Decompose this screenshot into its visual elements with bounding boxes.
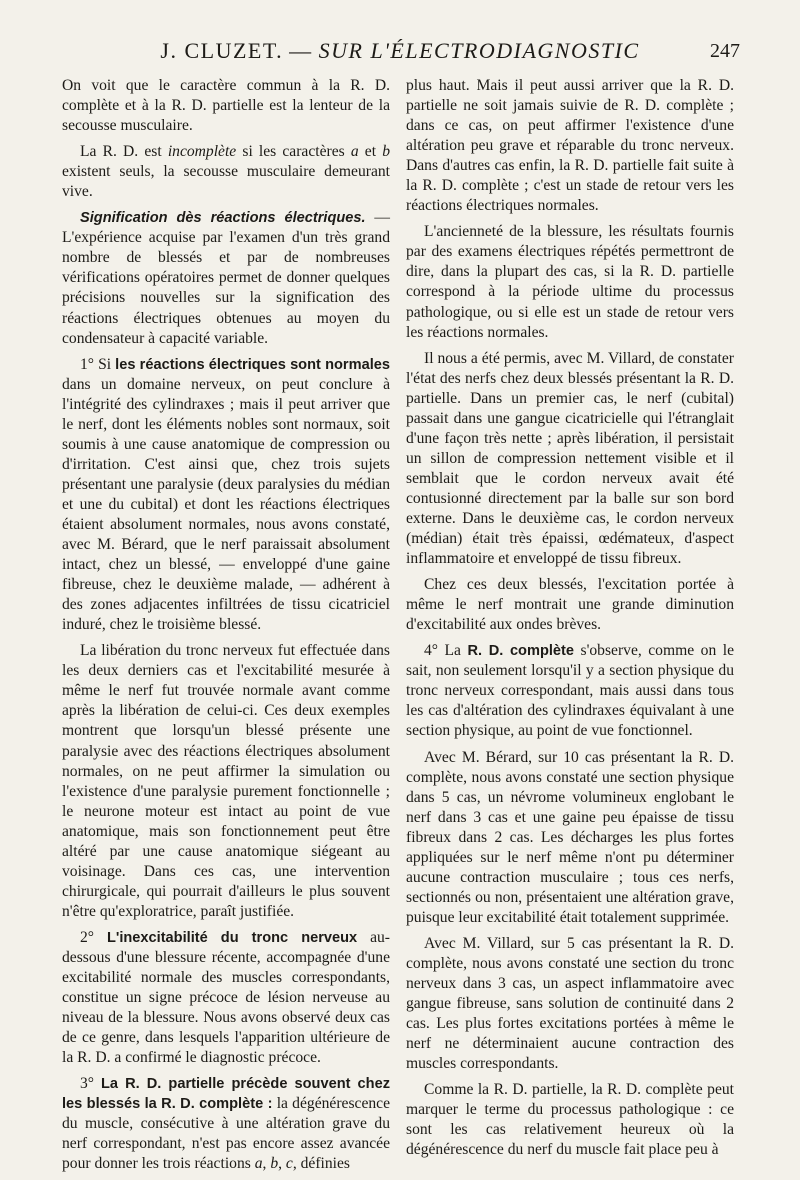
bold-term: La R. D. partielle précède souvent chez les blessés la R. D. complète : bbox=[62, 1076, 390, 1113]
paragraph: 2° L'inexcitabilité du tronc nerveux au-dessous d'une blessure récente, accompagnée d'une excitabilité normale des muscles correspondants, constitue un signe précoce de lésion nerveuse au niveau de la blessure. Nous avons observé deux cas de ce genre, dans lesquels l'apparition ultérieure de la R. D. a confirmé le diagnostic précoce. bbox=[62, 928, 390, 1067]
left-column bbox=[62, 76, 390, 1180]
bold-term: les réactions électriques sont normales bbox=[115, 356, 390, 373]
section-paragraph: Signification dès réactions électriques. — L'expérience acquise par l'examen d'un très grand nombre de blessés et par de nombreuses vérifications opératoires permet de donner quelques précisions nouvelles sur la signification des réactions électriques obtenues au moyen du condensateur à capacité variable. bbox=[62, 209, 390, 347]
paragraph: La libération du tronc nerveux fut effectuée dans les deux derniers cas et l'excitabilité mesurée à même le nerf fut trouvée normale avant comme après la libération de celui-ci. Ces deux exemples montrent que lorsqu'un blessé présente une paralysie avec des réactions électriques absolument normales, on ne peut affirmer la simulation ou l'existence d'une paralysie purement fonctionnelle ; le neurone moteur est intact au point de vue anatomique, mais son fonctionnement peut être altéré par une cause anatomique siégeant au voisinage. Dans ces cas, une intervention chirurgicale, qui pourrait d'ailleurs le plus souvent n'être qu'exploratrice, paraît justifiée. bbox=[62, 642, 390, 920]
paragraph: Chez ces deux blessés, l'excitation portée à même le nerf montrait une grande diminution d'excitabilité aux ondes brèves. bbox=[406, 576, 734, 634]
paragraph: Il nous a été permis, avec M. Villard, de constater l'état des nerfs chez deux blessés présentant la R. D. partielle. Dans un premier cas, le nerf (cubital) passait dans une gangue cicatricielle qui l'étranglait d'une façon très nette ; après libération, il persistait un sillon de compression nettement visible et il semblait que le cordon nerveux avait été contusionné directement par la balle sur son bord externe. Dans le deuxième cas, le cordon nerveux (médian) était très épaissi, œdémateux, d'aspect inflammatoire et enveloppé de tissu fibreux. bbox=[406, 349, 734, 568]
paragraph: On voit que le caractère commun à la R. D. complète et à la R. D. partielle est la lenteur de la secousse musculaire. bbox=[62, 77, 390, 135]
right-column bbox=[406, 76, 734, 1166]
bold-term: L'inexcitabilité du tronc nerveux bbox=[106, 929, 358, 946]
paragraph: Avec M. Bérard, sur 10 cas présentant la R. D. complète, nous avons constaté une section physique dans 5 cas, un névrome volumineux englobant le nerf dans 3 cas et une gaine peu épaisse de tissu fibreux dans 2 cas. Les décharges les plus fortes appliquées sur le nerf même n'ont pu déterminer aucune contraction musculaire ; tous ces nerfs, sectionnés ou non, présentaient une altération grave, puisque leur excitabilité était totalement supprimée. bbox=[406, 748, 734, 926]
paragraph: L'ancienneté de la blessure, les résultats fournis par des examens électriques répétés permettront de dire, dans la plupart des cas, si la R. D. partielle correspond à la période ultime du processus pathologique, ou si elle est un stade de retour vers les réactions normales. bbox=[406, 223, 734, 341]
bold-term: R. D. complète bbox=[467, 643, 575, 660]
paragraph: 4° La R. D. complète s'observe, comme on le sait, non seulement lorsqu'il y a section physique du tronc nerveux correspondant, mais aussi dans tous les cas d'altération des cylindraxes équivalant à une section physique, au point de vue fonctionnel. bbox=[406, 642, 734, 740]
running-title bbox=[60, 38, 740, 64]
paragraph: Avec M. Villard, sur 5 cas présentant la R. D. complète, nous avons constaté une section du tronc nerveux dans 3 cas, un aspect inflammatoire avec gangue fibreuse, sans solution de continuité dans 2 cas. Les plus fortes excitations portées à même le nerf ne déterminaient aucune contraction des muscles correspondants. bbox=[406, 934, 734, 1073]
paragraph: 1° Si les réactions électriques sont normales dans un domaine nerveux, on peut conclure à l'intégrité des cylindraxes ; mais il peut arriver que le nerf, dont les éléments nobles sont normaux, soit soumis à une cause anatomique de compression ou d'irritation. C'est ainsi que, chez trois sujets présentant une paralysie (deux paralysies du médian et une du cubital) et dont les réactions électriques étaient absolument normales, nous avons constaté, avec M. Bérard, que le nerf paraissait absolument intact, chez un blessé, — enveloppé d'une gaine fibreuse, chez le deuxième malade, — adhérent à des zones adjacentes infiltrées de tissu cicatriciel induré, chez le troisième blessé. bbox=[62, 355, 390, 634]
paragraph: plus haut. Mais il peut aussi arriver que la R. D. partielle ne soit jamais suivie de R. D. complète ; dans ce cas, on peut affirmer l'existence d'une altération peu grave et réparable du tronc nerveux. Dans d'autres cas enfin, la R. D. partielle fait suite à la R. D. complète ; c'est un stade de retour vers les réactions électriques normales. bbox=[406, 77, 734, 215]
page-header bbox=[60, 38, 740, 74]
section-heading: Signification dès réactions électriques. bbox=[80, 210, 366, 227]
paragraph: Comme la R. D. partielle, la R. D. complète peut marquer le terme du processus pathologique : ce sont les cas relativement heureux où la dégénérescence du nerf du muscle fait place peu à bbox=[406, 1081, 734, 1159]
title-separator: — bbox=[289, 38, 313, 63]
paragraph: 3° La R. D. partielle précède souvent chez les blessés la R. D. complète : la dégénérescence du muscle, consécutive à une altération grave du nerf correspondant, n'est pas encore assez avancée pour donner les trois réactions a, b, c, définies bbox=[62, 1075, 391, 1173]
article-subject: SUR L'ÉLECTRODIAGNOSTIC bbox=[318, 38, 640, 63]
page-number: 247 bbox=[710, 40, 740, 62]
author: J. CLUZET. bbox=[160, 38, 284, 63]
paragraph: La R. D. est incomplète si les caractères a et b existent seuls, la secousse musculaire demeurant vive. bbox=[62, 143, 390, 201]
